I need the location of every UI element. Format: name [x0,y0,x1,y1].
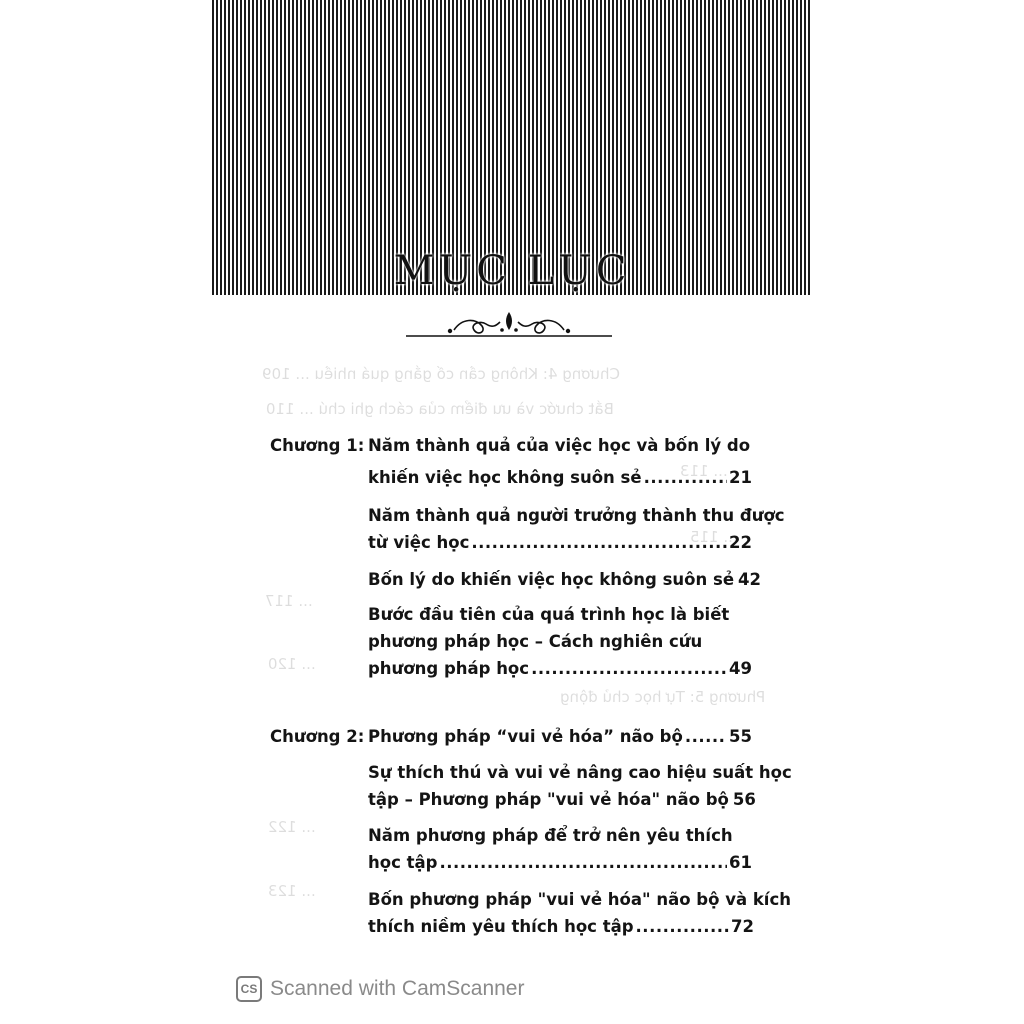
bleed-through-text: Bắt chước và ưu điểm của cách ghi chú ... 110 [266,400,614,418]
bleed-through-text: ... 123 [268,882,316,900]
toc-entry-line2: thích niềm yêu thích học tập ..... 72 [368,917,754,936]
watermark-text: Scanned with CamScanner [270,977,525,1000]
toc-entry: Sự thích thú và vui vẻ nâng cao hiệu suất học [368,763,792,782]
chapter-1-label: Chương 1: [270,436,365,455]
page-number: 21 [729,468,752,487]
page-number: 56 [732,790,756,809]
dot-leader [471,533,727,552]
page-number: 22 [729,533,752,552]
page-number: 72 [731,917,754,936]
camscanner-logo-icon: CS [236,976,262,1002]
bleed-through-text: ... 113 [680,462,728,480]
toc-entry: Bốn phương pháp "vui vẻ hóa" não bộ và kích [368,890,791,909]
ornament-divider-icon [406,308,612,344]
page-number: 49 [729,659,752,678]
chapter-2-title: Phương pháp “vui vẻ hóa” não bộ ..... 55 [368,727,752,746]
page-number: 55 [729,727,752,746]
toc-entry: Bốn lý do khiến việc học không suôn sẻ 42 [368,570,761,589]
bleed-through-text: ... 122 [268,818,316,836]
header-banner [212,0,812,295]
bleed-through-text: ... 117 [265,592,313,610]
bleed-through-text: ... 120 [268,655,316,673]
toc-entry-line2: học tập ..... 61 [368,853,752,872]
bleed-through-text: ... 115 [690,528,738,546]
dot-leader [636,917,730,936]
page-number: 42 [738,570,761,589]
dot-leader [439,853,727,872]
chapter-2-label: Chương 2: [270,727,365,746]
toc-entry: Bước đầu tiên của quá trình học là biết [368,605,730,624]
toc-entry-line3: phương pháp học ..... 49 [368,659,752,678]
page-number: 61 [729,853,752,872]
dot-leader [685,727,727,746]
bleed-through-text: Phương 5: Tự học chủ động [560,688,766,706]
bleed-through-text: Chương 4: Không cần cố gắng quá nhiều ... 109 [262,365,620,383]
toc-entry-line2: tập – Phương pháp "vui vẻ hóa" não bộ 56 [368,790,756,809]
toc-entry-line2: từ việc học ..... 22 [368,533,752,552]
chapter-1-title-line2: khiến việc học không suôn sẻ ..... 21 [368,468,752,487]
toc-entry: Năm phương pháp để trở nên yêu thích [368,826,733,845]
toc-entry: Năm thành quả người trưởng thành thu được [368,506,785,525]
camscanner-watermark [236,976,524,1002]
toc-entry-line2: phương pháp học – Cách nghiên cứu [368,632,703,651]
dot-leader [644,468,727,487]
dot-leader [531,659,727,678]
chapter-1-title: Năm thành quả của việc học và bốn lý do [368,436,751,455]
page-title: MỤC LỤC [393,248,631,294]
